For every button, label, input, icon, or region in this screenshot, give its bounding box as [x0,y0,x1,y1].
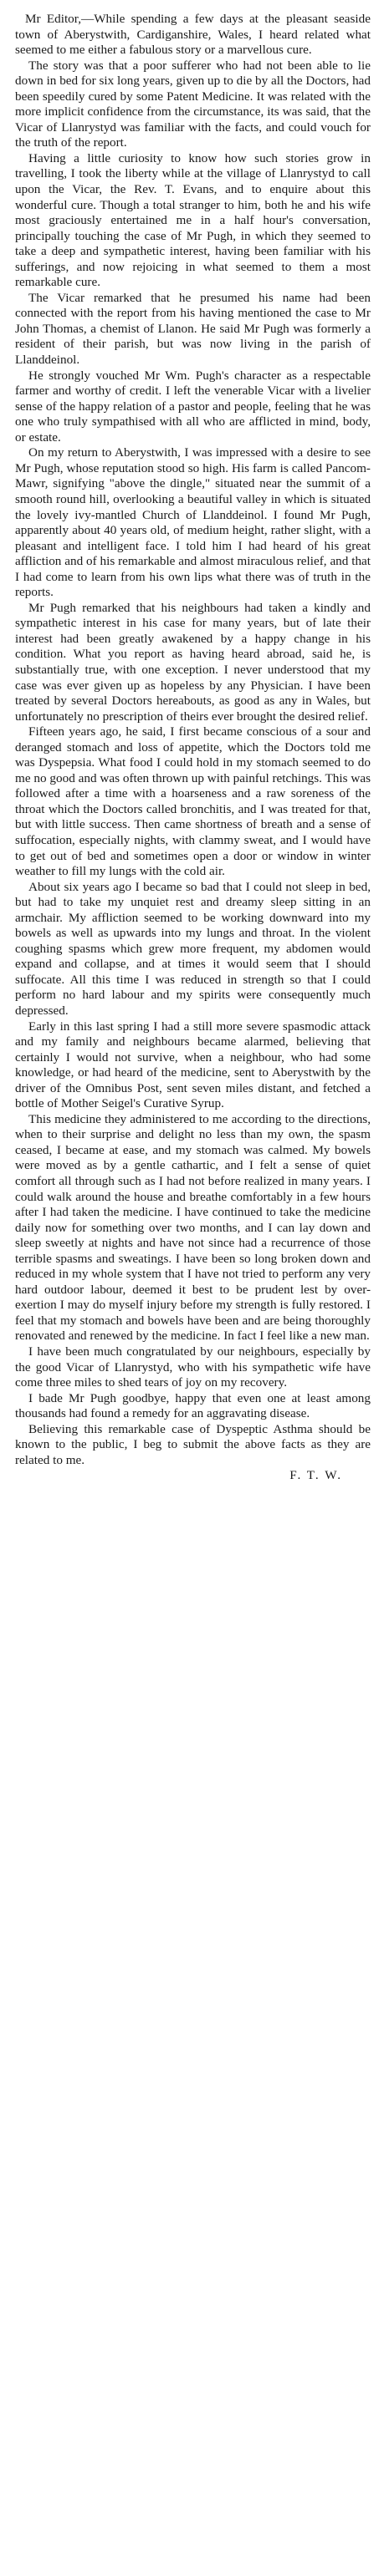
article-paragraph: He strongly vouched Mr Wm. Pugh's character as a respectable farmer and worthy of credit. I left the venerable Vicar with a livelier sense of the happy relation of a pastor and people, feeling that he was one who truly sympathised with all who are afflicted in mind, body, or estate. [15,368,371,445]
article-paragraph: This medicine they administered to me according to the directions, when to their surprise and delight no less than my own, the spasm ceased, I became at ease, and my stomach was calmed. My bowels were moved as by a gentle cathartic, and I felt a sense of quiet comfort all through such as I had not before realized in many years. I could walk around the house and breathe comfortably in a few hours after I had taken the medicine. I have continued to take the medicine daily now for something over two months, and I can lay down and sleep sweetly at nights and have not since had a recurrence of those terrible spasms and sweatings. I have been so long broken down and reduced in my whole system that I have not tried to perform any very hard outdoor labour, deemed it best to be prudent lest by over-exertion I may do myself injury before my strength is fully restored. I feel that my stomach and bowels have been and are being thoroughly renovated and renewed by the medicine. In fact I feel like a new man. [15,1111,371,1344]
article-paragraph: On my return to Aberystwith, I was impressed with a desire to see Mr Pugh, whose reputation stood so high. His farm is called Pancom-Mawr, signifying "above the dingle," situated near the summit of a smooth round hill, overlooking a beautiful valley in which is situated the lovely ivy-mantled Church of Llanddeinol. I found Mr Pugh, apparently about 40 years old, of medium height, rather slight, with a pleasant and intelligent face. I told him I had heard of his great affliction and of his remarkable and almost miraculous relief, and that I had come to learn from his own lips what there was of truth in the reports. [15,445,371,600]
article-paragraph: The Vicar remarked that he presumed his name had been connected with the report from his having mentioned the case to Mr John Thomas, a chemist of Llanon. He said Mr Pugh was formerly a resident of their parish, but was now living in the parish of Llanddeinol. [15,290,371,368]
article-paragraph-opening: Mr Editor,—While spending a few days at the pleasant seaside town of Aberystwith, Cardiganshire, Wales, I heard related what seemed to me either a fabulous story or a marvellous cure. [15,12,371,58]
article-paragraph: Believing this remarkable case of Dyspeptic Asthma should be known to the public, I beg to submit the above facts as they are related to me. [15,1421,371,1467]
article-paragraph: I bade Mr Pugh goodbye, happy that even one at least among thousands had found a remedy for an aggravating disease. [15,1390,371,1421]
salutation: Mr Editor, [25,12,82,26]
opening-text: While spending a few days at the pleasant seaside town of Aberystwith, Cardiganshire, Wales, I heard related what seemed to me either a fabulous story or a marvellous cure. [15,12,371,58]
article-paragraph: About six years ago I became so bad that I could not sleep in bed, but had to take my unquiet rest and dreamy sleep sitting in an armchair. My affliction seemed to be working downward into my bowels as well as upwards into my lungs and throat. In the violent coughing spasms which grew more frequent, my abdomen would expand and collapse, and at times it would seem that I should suffocate. All this time I was reduced in strength so that I could perform no hard labour and my spirits were consequently much depressed. [15,879,371,1018]
signature: F. T. W. [289,1468,342,1483]
article-paragraph: I have been much congratulated by our neighbours, especially by the good Vicar of Llanrystyd, who with his sympathetic wife have come three miles to shed tears of joy on my recovery. [15,1344,371,1390]
article-paragraph: Fifteen years ago, he said, I first became conscious of a sour and deranged stomach and loss of appetite, which the Doctors told me was Dyspepsia. What food I could hold in my stomach seemed to do me no good and was often thrown up with painful retchings. This was followed after a time with a hoarseness and a raw soreness of the throat which the Doctors called bronchitis, and I was treated for that, but with little success. Then came shortness of breath and a sense of suffocation, especially nights, with clammy sweat, and I would have to get out of bed and sometimes open a door or window in winter weather to fill my lungs with the cold air. [15,724,371,879]
article-paragraph: The story was that a poor sufferer who had not been able to lie down in bed for six long years, given up to die by all the Doctors, had been speedily cured by some Patent Medicine. It was related with the more implicit confidence from the circumstance, its was said, that the Vicar of Llanrystyd was familiar with the facts, and could vouch for the truth of the report. [15,58,371,150]
article-paragraph: Mr Pugh remarked that his neighbours had taken a kindly and sympathetic interest in his case for many years, but of late their interest had been greatly awakened by a happy change in his condition. What you report as having heard abroad, said he, is substantially true, with one exception. I never understood that my case was ever given up as hopeless by any Physician. I have been treated by several Doctors hereabouts, as good as any in Wales, but unfortunately no prescription of theirs ever brought the desired relief. [15,600,371,724]
article-paragraph: Having a little curiosity to know how such stories grow in travelling, I took the liberty while at the village of Llanrystyd to call upon the Vicar, the Rev. T. Evans, and to enquire about this wonderful cure. Though a total stranger to him, both he and his wife most graciously entertained me in a half hour's conversation, principally touching the case of Mr Pugh, in which they seemed to take a deep and sympathetic interest, having been familiar with his sufferings, and now rejoicing in what seemed to them a most remarkable cure. [15,150,371,290]
article-paragraph: Early in this last spring I had a still more severe spasmodic attack and my family and neighbours became alarmed, believing that certainly I would not survive, when a neighbour, who had some knowledge, or had heard of the medicine, sent to Aberystwith by the driver of the Omnibus Post, sent seven miles distant, and fetched a bottle of Mother Seigel's Curative Syrup. [15,1019,371,1111]
